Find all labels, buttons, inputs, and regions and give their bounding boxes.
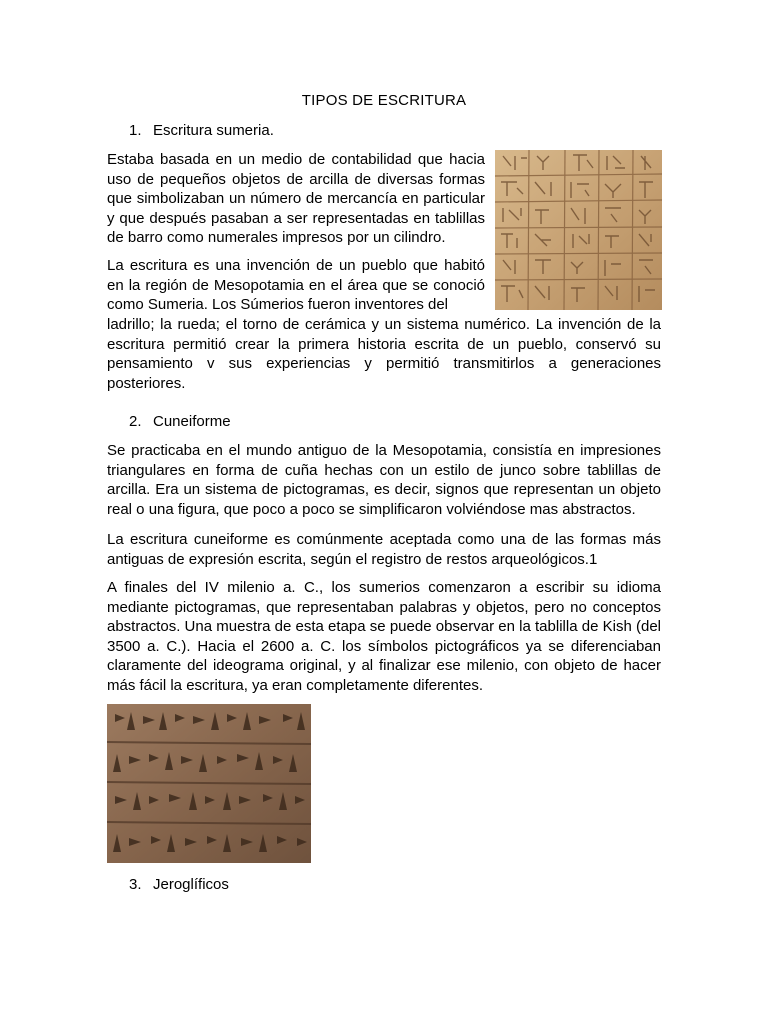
page-title: TIPOS DE ESCRITURA (301, 92, 467, 109)
section-number: 2. (129, 413, 142, 430)
section-number: 3. (129, 876, 142, 893)
section-heading-sumeria (129, 122, 274, 139)
section-title: Escritura sumeria. (153, 122, 274, 139)
cuneiform-tablet-image (107, 704, 311, 863)
section-heading-jeroglificos (129, 876, 229, 893)
section-title: Jeroglíficos (153, 876, 229, 893)
paragraph: La escritura cuneiforme es comúnmente aceptada como una de las formas más antiguas de expresión escrita, según el registro de restos arqueológicos.1 (107, 531, 661, 568)
paragraph: A finales del IV milenio a. C., los sumerios comenzaron a escribir su idioma mediante pictogramas, que representaban palabras y objetos, pero no conceptos abstractos. Una muestra de esta etapa se puede observar en la tablilla de Kish (del 3500 a. C.). Hacia el 2600 a. C. los símbolos pictográficos ya se diferenciaban claramente del ideograma original, y al finalizar ese milenio, con objeto de hacer más fácil la escritura, ya eran completamente diferentes. (107, 579, 661, 694)
section-title: Cuneiforme (153, 413, 231, 430)
paragraph: Se practicaba en el mundo antiguo de la Mesopotamia, consistía en impresiones triangulares en forma de cuña hechas con un estilo de junco sobre tablillas de arcilla. Era un sistema de pictogramas, es decir, signos que representan un objeto real o una figura, que poco a poco se simplificaron volviéndose mas abstractos. (107, 442, 661, 518)
paragraph: ladrillo; la rueda; el torno de cerámica y un sistema numérico. La invención de la escritura permitió crear la primera historia escrita de un pueblo, conservó su pensamiento v sus experiencias y permitió transmitirlos a generaciones posteriores. (107, 316, 661, 392)
paragraph: Estaba basada en un medio de contabilidad que hacia uso de pequeños objetos de arcilla de diversas formas que simbolizaban un número de mercancía en particular y que después pasaban a ser representadas en tablillas de barro como numerales impresos por un cilindro. (107, 151, 485, 246)
section-number: 1. (129, 122, 142, 139)
section-heading-cuneiforme (129, 413, 231, 430)
paragraph: La escritura es una invención de un pueblo que habitó en la región de Mesopotamia en el área que se conoció como Sumeria. Los Súmerios fueron inventores del (107, 257, 485, 313)
sumerian-tablet-image (495, 150, 662, 310)
